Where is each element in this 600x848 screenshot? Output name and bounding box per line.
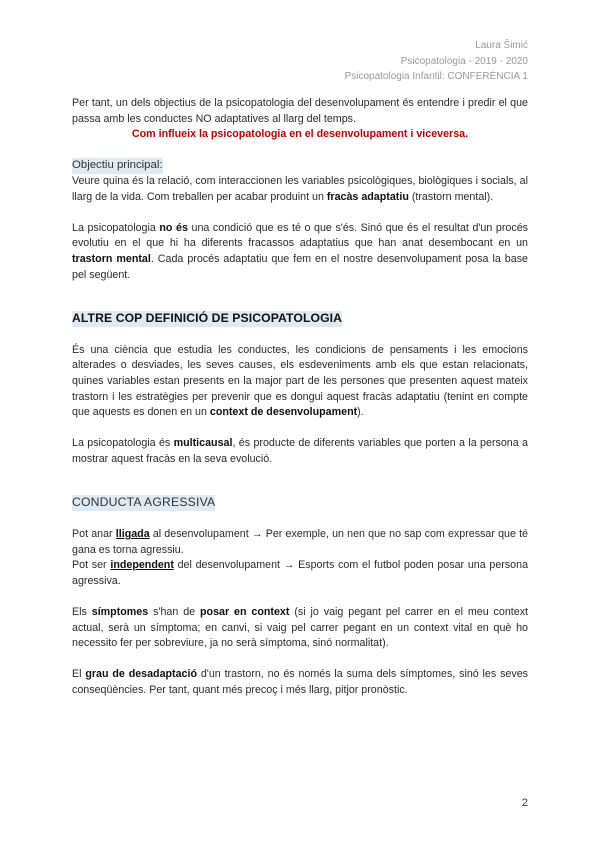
simptomes-paragraph: Els símptomes s'han de posar en context (si jo vaig pegant pel carrer en el meu context actual, serà un símptoma; en canvi, si vaig pel carrer pegant en un context vital en què ho necessito fer per sobreviure, ja no serà símptoma, sinó normalitat). [72,606,529,650]
page-header [345,38,528,85]
definicio-paragraph: És una ciència que estudia les conductes, les condicions de pensaments i les emocions alterades o desviades, les seves causes, els esdeveniments amb els que estan relacionats, quines variables estan presents en la major part de les persones que presenten aquest mateix trastorn i les estratègies per prevenir que es dongui aquest fracàs adaptatiu (tenint en compte que aquests es donen en un context de desenvolupament). [72,343,528,419]
lligada-paragraph: Pot anar lligada al desenvolupament → Per exemple, un nen que no sap com expressar que té gana es torna agressiu. [72,528,528,556]
intro-highlight: Com influeix la psicopatologia en el desenvolupament i viceversa. [131,128,469,141]
page-number: 2 [521,797,528,809]
desadaptacio-paragraph: El grau de desadaptació d'un trastorn, no és només la suma dels símptomes, sinó les seves conseqüències. Per tant, quant més precoç i més llarg, pitjor pronòstic. [72,668,528,696]
independent-paragraph: Pot ser independent del desenvolupament → Esports com el futbol poden posar una persona agressiva. [72,559,529,587]
section-heading-conducta: CONDUCTA AGRESSIVA [72,495,216,510]
objective-heading: Objectiu principal: [72,158,528,174]
page-content [72,96,528,699]
objective-paragraph: Veure quina és la relació, com interaccionen les variables psicològiques, biològiques i socials, al llarg de la vida. Com treballen per acabar produint un fracàs adaptatiu (trastorn mental). [72,174,528,203]
header-author: Laura Šimić [475,40,528,51]
header-topic: Psicopatologia Infantil: CONFERÈNCIA 1 [344,71,528,83]
multicausal-paragraph: La psicopatologia és multicausal, és producte de diferents variables que porten a la persona a mostrar aquest fracàs en la seva evolució. [72,437,528,465]
header-course: Psicopatologia - 2019 - 2020 [400,55,528,67]
section-heading-definicio: ALTRE COP DEFINICIÓ DE PSICOPATOLOGIA [72,311,343,326]
intro-paragraph: Per tant, un dels objectius de la psicopatologia del desenvolupament és entendre i predir el que passa amb les conductes NO adaptatives al llarg del temps. [72,97,528,125]
psicopatologia-paragraph: La psicopatologia no és una condició que es té o que s'és. Sinó que és el resultat d'un procés evolutiu en el que hi ha diferents fracassos adaptatius que han anat desembocant en un trastorn mental. Cada procés adaptatiu que fem en el nostre desenvolupament posa la base pel següent. [72,221,528,281]
